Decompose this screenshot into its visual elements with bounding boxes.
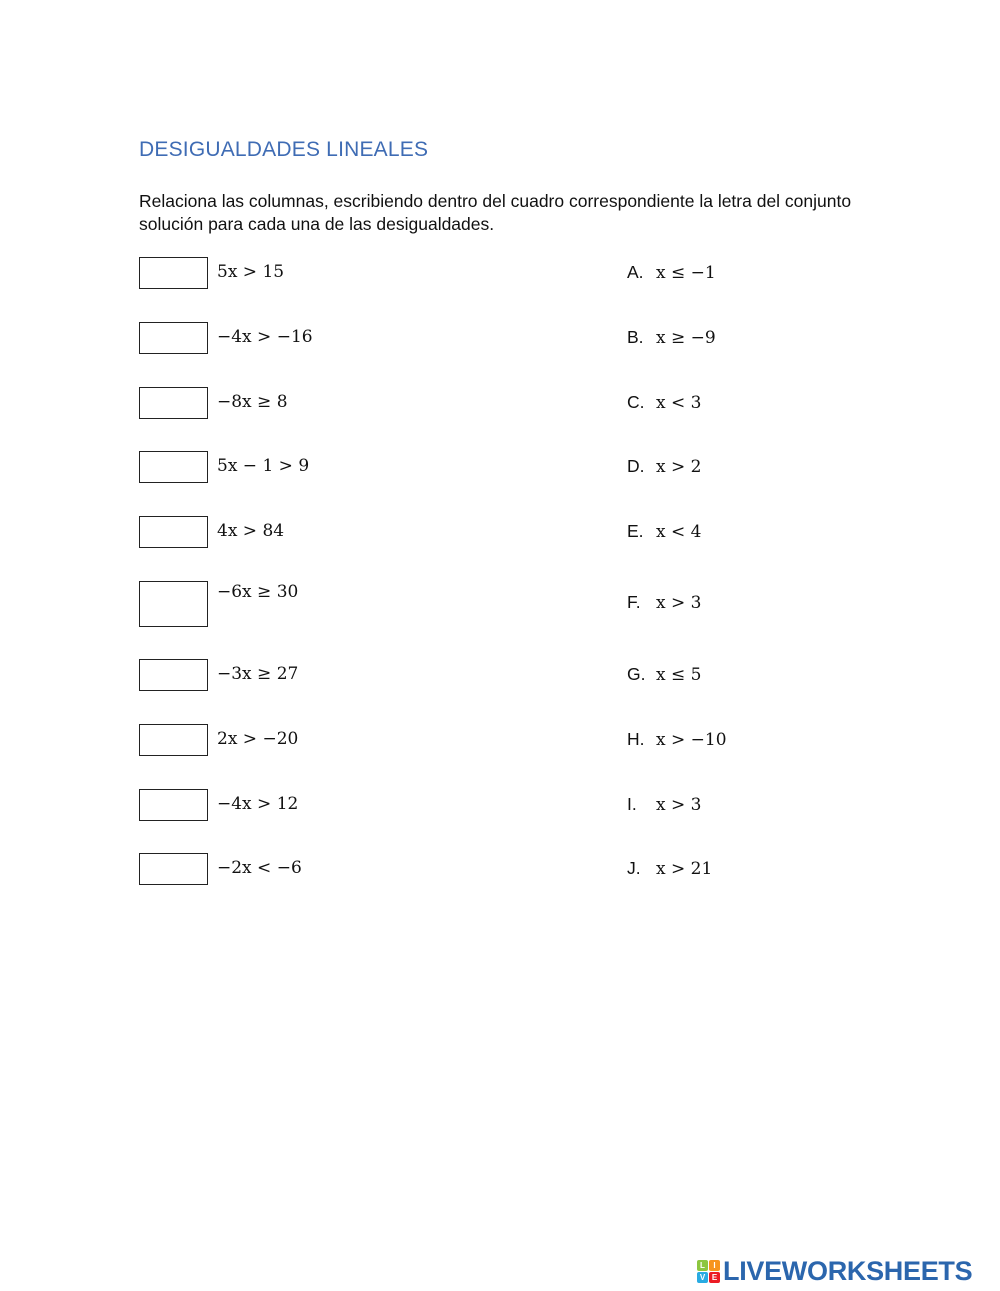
option-expression: x > 2 [656,457,702,477]
option-expression: x > 3 [656,593,702,613]
inequality-7: −3x ≥ 27 [217,664,299,684]
answer-box-8[interactable] [139,724,208,756]
option-expression: x ≥ −9 [656,328,716,348]
inequality-6: −6x ≥ 30 [217,582,299,602]
option-letter: C. [627,392,645,412]
option-letter: F. [627,592,641,612]
brand-icon-tile: V [697,1272,708,1283]
answer-box-9[interactable] [139,789,208,821]
answer-box-2[interactable] [139,322,208,354]
answer-box-7[interactable] [139,659,208,691]
inequality-5: 4x > 84 [217,521,285,541]
option-expression: x ≤ 5 [656,665,702,685]
option-letter: E. [627,521,644,541]
option-letter: H. [627,729,645,749]
answer-box-1[interactable] [139,257,208,289]
brand-icon-tile: I [709,1260,720,1271]
answer-box-6[interactable] [139,581,208,627]
option-i [627,794,701,815]
option-d [627,456,701,477]
answer-box-3[interactable] [139,387,208,419]
inequality-1: 5x > 15 [217,262,285,282]
brand-icon-tile: L [697,1260,708,1271]
option-expression: x > 21 [656,859,713,879]
liveworksheets-logo [697,1257,972,1285]
option-letter: B. [627,327,644,347]
brand-name: LIVEWORKSHEETS [723,1255,973,1286]
brand-logo-icon [697,1260,720,1283]
inequality-8: 2x > −20 [217,729,299,749]
option-e [627,521,701,542]
option-h [627,729,727,750]
option-expression: x < 3 [656,393,702,413]
option-f [627,592,701,613]
worksheet-title: DESIGUALDADES LINEALES [139,138,429,161]
option-a [627,262,716,283]
inequality-3: −8x ≥ 8 [217,392,288,412]
inequality-10: −2x < −6 [217,858,302,878]
option-expression: x < 4 [656,522,702,542]
option-letter: J. [627,858,641,878]
inequality-4: 5x − 1 > 9 [217,456,310,476]
option-letter: I. [627,794,637,814]
option-j [627,858,712,879]
option-expression: x > −10 [656,730,727,750]
inequality-9: −4x > 12 [217,794,299,814]
option-expression: x ≤ −1 [656,263,716,283]
option-b [627,327,716,348]
option-expression: x > 3 [656,795,702,815]
option-letter: A. [627,262,644,282]
brand-icon-tile: E [709,1272,720,1283]
option-letter: D. [627,456,645,476]
answer-box-4[interactable] [139,451,208,483]
option-c [627,392,701,413]
answer-box-10[interactable] [139,853,208,885]
instructions-text: Relaciona las columnas, escribiendo dentro del cuadro correspondiente la letra del conjunto solución para cada una de las desigualdades. [139,191,852,234]
inequality-2: −4x > −16 [217,327,313,347]
option-letter: G. [627,664,646,684]
answer-box-5[interactable] [139,516,208,548]
option-g [627,664,701,685]
